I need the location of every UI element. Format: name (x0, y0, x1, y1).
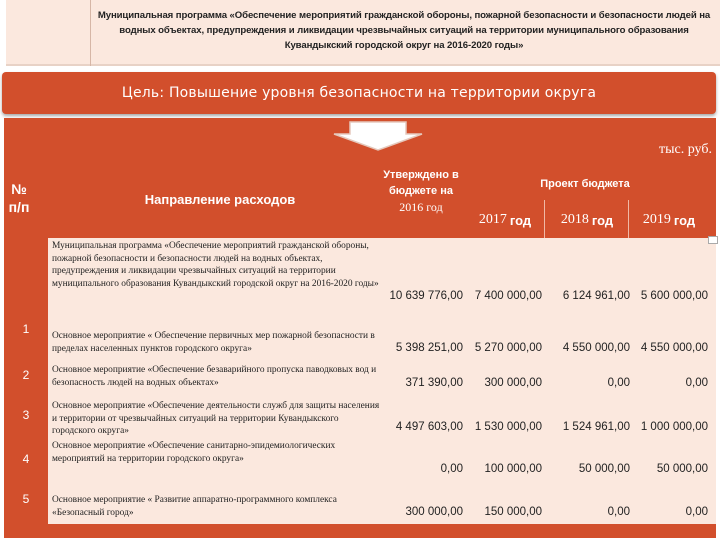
value-2019: 50 000,00 (656, 463, 708, 475)
year-header-2017 (466, 200, 544, 240)
year-number: 2018 (560, 212, 589, 227)
column-header-project: Проект бюджета (540, 178, 630, 190)
value-2019: 0,00 (685, 506, 708, 518)
year-suffix: год (673, 212, 696, 228)
row-number: 5 (22, 492, 30, 506)
approved-label: Утверждено в бюджете на (383, 169, 459, 197)
year-separator (544, 200, 545, 240)
value-2018: 4 550 000,00 (562, 342, 630, 354)
year-separator (628, 200, 629, 240)
value-2019: 0,00 (685, 377, 708, 389)
value-approved: 0,00 (440, 463, 463, 475)
goal-banner (2, 72, 716, 114)
row-number: 3 (22, 408, 30, 422)
approved-year: 2016 год (399, 200, 443, 214)
column-header-number: № п/п (8, 181, 30, 215)
value-2019: 4 550 000,00 (640, 342, 708, 354)
goal-text: Цель: Повышение уровня безопасности на территории округа (121, 85, 597, 101)
row-description: Основное мероприятие «Обеспечение деятельности служб для защиты населения и территории от чрезвычайных ситуаций на территории Кувандыкского городского округа» (52, 401, 380, 437)
value-approved: 5 398 251,00 (395, 342, 463, 354)
header-left-stub (0, 0, 6, 66)
column-header-approved (378, 167, 464, 215)
program-title: Муниципальная программа «Обеспечение мероприятий гражданской обороны, пожарной безопасности и безопасности людей на водных объектах, предупреждения и ликвидации чрезвычайных ситуаций на территории муниципального образования Кувандыкский городской округ на 2016-2020 годы» (97, 10, 711, 51)
year-header-2018 (548, 200, 626, 240)
column-header-direction: Направление расходов (144, 192, 296, 207)
header-divider (90, 0, 91, 66)
year-number: 2017 (478, 212, 507, 227)
value-2019: 1 000 000,00 (640, 421, 708, 433)
down-arrow-icon (330, 120, 426, 152)
year-header-2019 (630, 200, 708, 240)
value-2017: 7 400 000,00 (474, 290, 542, 302)
value-2019: 5 600 000,00 (640, 290, 708, 302)
value-2017: 1 530 000,00 (474, 421, 542, 433)
year-suffix: год (591, 212, 614, 228)
row-description: Основное мероприятие «Обеспечение санитарно-эпидемиологических мероприятий на территории городского округа» (52, 441, 336, 464)
value-approved: 4 497 603,00 (395, 421, 463, 433)
units-label: тыс. руб. (659, 142, 712, 157)
row-description: Основное мероприятие « Обеспечение первичных мер пожарной безопасности в пределах населенных пунктов городского округа» (52, 331, 375, 354)
year-number: 2019 (642, 212, 671, 227)
row-description: Основное мероприятие « Развитие аппаратно-программного комплекса «Безопасный город» (52, 495, 337, 518)
row-number: 4 (22, 452, 30, 466)
value-2018: 6 124 961,00 (562, 290, 630, 302)
row-description: Основное мероприятие «Обеспечение безаварийного пропуска паводковых вод и безопасность людей на водных объектах» (52, 365, 377, 388)
row-number: 1 (22, 322, 30, 336)
scroll-handle[interactable] (708, 236, 718, 244)
value-approved: 371 390,00 (405, 377, 463, 389)
value-2018: 0,00 (607, 377, 630, 389)
year-suffix: год (509, 212, 532, 228)
value-2018: 1 524 961,00 (562, 421, 630, 433)
value-2018: 0,00 (607, 506, 630, 518)
value-2017: 5 270 000,00 (474, 342, 542, 354)
value-approved: 10 639 776,00 (389, 290, 463, 302)
value-2017: 150 000,00 (484, 506, 542, 518)
value-2018: 50 000,00 (578, 463, 630, 475)
value-2017: 300 000,00 (484, 377, 542, 389)
row-description: Муниципальная программа «Обеспечение мероприятий гражданской обороны, пожарной безопасности и безопасности людей на водных объектах, предупреждения и ликвидации чрезвычайных ситуаций на территории муниципального образования Кувандыкский городской округ на 2016-2020 годы» (52, 241, 379, 289)
value-2017: 100 000,00 (484, 463, 542, 475)
row-number: 2 (22, 368, 30, 382)
value-approved: 300 000,00 (405, 506, 463, 518)
